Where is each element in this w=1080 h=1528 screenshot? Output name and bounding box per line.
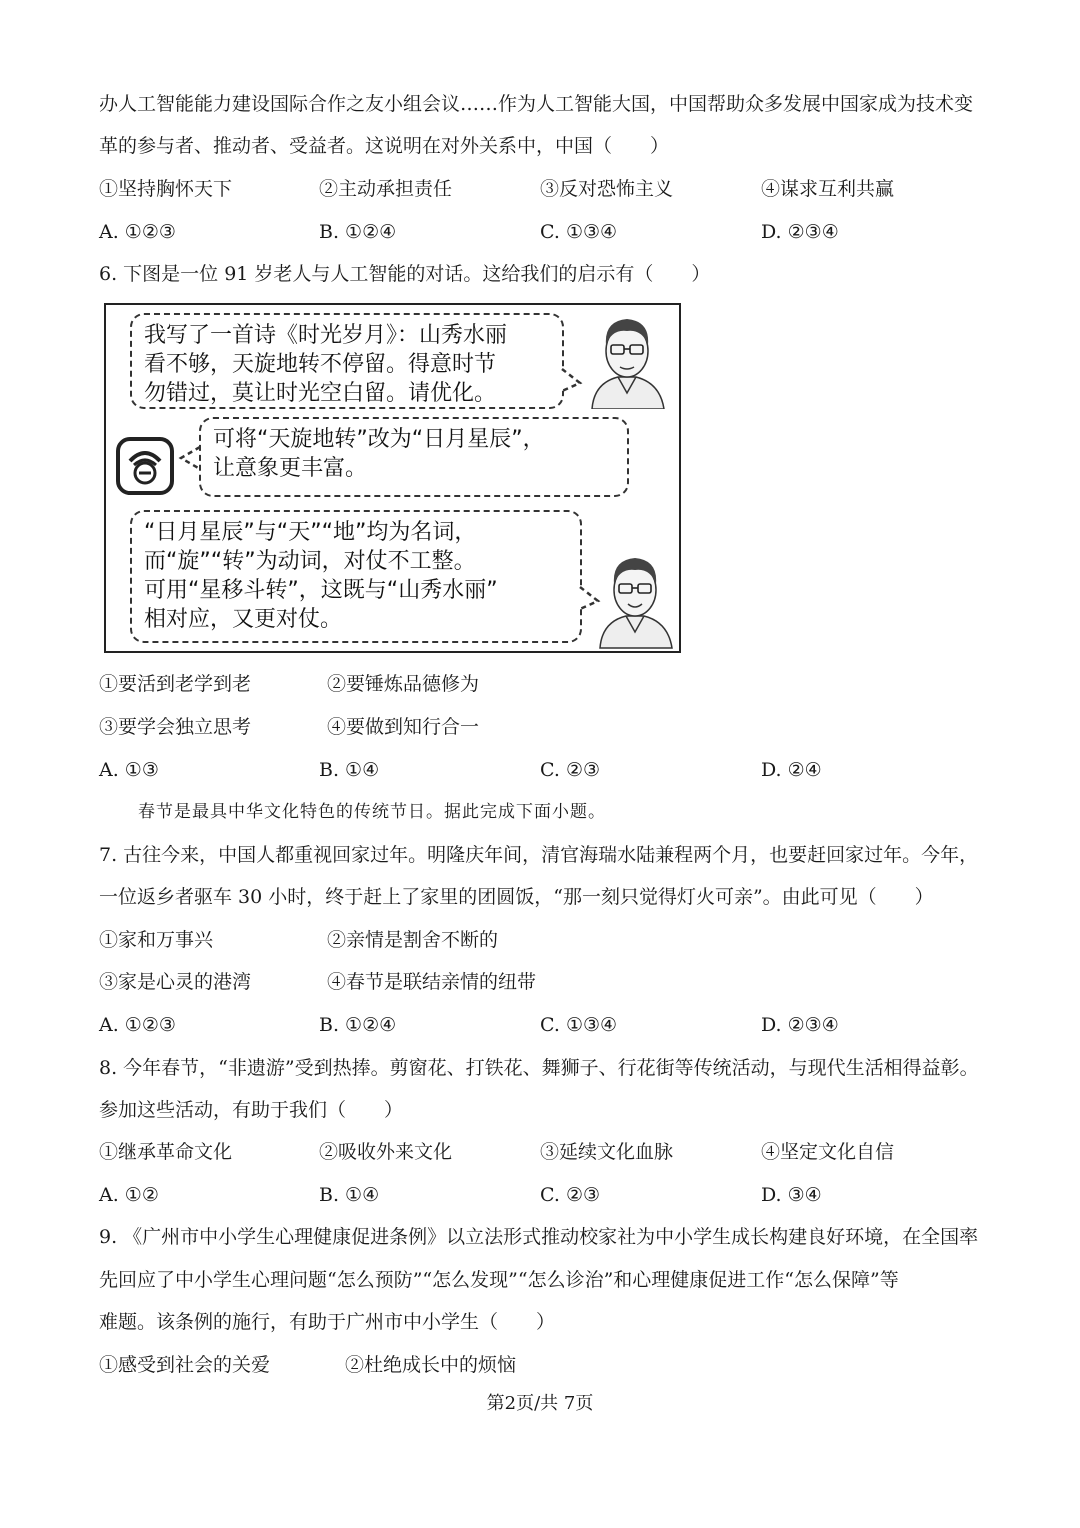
bubble3-line2: 而“旋”“转”为动词，对仗不工整。 [144, 549, 476, 574]
q9-stem-line2: 先回应了中小学生心理问题“怎么预防”“怎么发现”“怎么诊治”和心理健康促进工作“怎么保障”等 [99, 1269, 899, 1291]
q8-items [99, 1140, 979, 1164]
comic-bubble-elder-2 [130, 510, 582, 643]
q7-items-row1 [99, 928, 799, 952]
q5-item-4: ④谋求互利共赢 [761, 178, 895, 200]
q8-item-3: ③延续文化血脉 [540, 1141, 674, 1163]
q9-stem-line3: 难题。该条例的施行，有助于广州市中小学生（ ） [99, 1311, 556, 1333]
bubble3-line4: 相对应，又更对仗。 [144, 607, 343, 632]
q8-item-4: ④坚定文化自信 [761, 1141, 895, 1163]
q6-choice-c[interactable]: C. ②③ [540, 759, 601, 781]
q8-stem-line2: 参加这些活动，有助于我们（ ） [99, 1099, 404, 1121]
q9-stem-line1: 9. 《广州市中小学生心理健康促进条例》以立法形式推动校家社为中小学生成长构建良好环境，在全国率 [99, 1226, 979, 1248]
q5-stem-line1: 办人工智能能力建设国际合作之友小组会议……作为人工智能大国，中国帮助众多发展中国家成为技术变 [99, 93, 974, 115]
bubble1-line1: 我写了一首诗《时光岁月》：山秀水丽 [144, 323, 508, 348]
bubble1-tail [558, 367, 584, 393]
q9-item-1: ①感受到社会的关爱 [99, 1354, 271, 1376]
ai-robot-icon [114, 435, 176, 497]
q8-choices [99, 1183, 979, 1207]
q6-item-2: ②要锤炼品德修为 [327, 673, 480, 695]
q6-items-row2 [99, 715, 799, 739]
q8-choice-d[interactable]: D. ③④ [761, 1184, 822, 1206]
q5-item-1: ①坚持胸怀天下 [99, 178, 233, 200]
q7-stem-line1: 7. 古往今来，中国人都重视回家过年。明隆庆年间，清官海瑞水陆兼程两个月，也要赶回家过年。今年， [99, 844, 979, 866]
q8-item-1: ①继承革命文化 [99, 1141, 233, 1163]
q6-items-row1 [99, 672, 799, 696]
q8-item-2: ②吸收外来文化 [319, 1141, 453, 1163]
q9-items-row1 [99, 1353, 799, 1377]
bubble1-line2: 看不够，天旋地转不停留。得意时节 [144, 352, 497, 377]
q5-item-3: ③反对恐怖主义 [540, 178, 674, 200]
comic-bubble-elder-1 [130, 313, 564, 409]
q7-choice-c[interactable]: C. ①③④ [540, 1014, 618, 1036]
section-intro: 春节是最具中华文化特色的传统节日。据此完成下面小题。 [138, 802, 606, 822]
q6-comic-figure [104, 303, 681, 653]
q5-item-2: ②主动承担责任 [319, 178, 453, 200]
q6-choice-d[interactable]: D. ②④ [761, 759, 822, 781]
q7-choice-d[interactable]: D. ②③④ [761, 1014, 839, 1036]
q6-choice-b[interactable]: B. ①④ [319, 759, 380, 781]
q7-stem-line2: 一位返乡者驱车 30 小时，终于赶上了家里的团圆饭，“那一刻只觉得灯火可亲”。由此可见（ ） [99, 886, 934, 908]
q5-choice-c[interactable]: C. ①③④ [540, 221, 618, 243]
q8-choice-c[interactable]: C. ②③ [540, 1184, 601, 1206]
elderly-man-portrait-icon-2 [592, 545, 678, 649]
bubble2-line2: 让意象更丰富。 [213, 456, 368, 481]
bubble1-line3: 勿错过，莫让时光空白留。请优化。 [144, 381, 497, 406]
q9-item-2: ②杜绝成长中的烦恼 [345, 1354, 517, 1376]
q5-choice-b[interactable]: B. ①②④ [319, 221, 397, 243]
q7-choice-a[interactable]: A. ①②③ [99, 1014, 176, 1036]
q5-stem-line2: 革的参与者、推动者、受益者。这说明在对外关系中，中国（ ） [99, 135, 670, 157]
q7-items-row2 [99, 970, 799, 994]
page-number-footer: 第2页/共 7页 [486, 1393, 594, 1414]
q7-item-2: ②亲情是割舍不断的 [327, 929, 499, 951]
q7-choice-b[interactable]: B. ①②④ [319, 1014, 397, 1036]
q5-items [99, 177, 979, 201]
q8-stem-line1: 8. 今年春节，“非遗游”受到热捧。剪窗花、打铁花、舞狮子、行花街等传统活动，与现代生活相得益彰。 [99, 1057, 979, 1079]
q7-item-4: ④春节是联结亲情的纽带 [327, 971, 537, 993]
q7-item-3: ③家是心灵的港湾 [99, 971, 252, 993]
bubble3-line3: 可用“星移斗转”，这既与“山秀水丽” [144, 578, 498, 603]
q5-choice-a[interactable]: A. ①②③ [99, 221, 176, 243]
q6-item-1: ①要活到老学到老 [99, 673, 252, 695]
q7-choices [99, 1013, 979, 1037]
q6-choice-a[interactable]: A. ①③ [99, 759, 159, 781]
q6-item-3: ③要学会独立思考 [99, 716, 252, 738]
q7-item-1: ①家和万事兴 [99, 929, 214, 951]
q6-stem: 6. 下图是一位 91 岁老人与人工智能的对话。这给我们的启示有（ ） [99, 263, 711, 285]
q5-choice-d[interactable]: D. ②③④ [761, 221, 839, 243]
q6-choices [99, 758, 979, 782]
comic-bubble-ai [199, 417, 629, 497]
q6-item-4: ④要做到知行合一 [327, 716, 480, 738]
q8-choice-a[interactable]: A. ①② [99, 1184, 159, 1206]
elderly-man-portrait-icon [584, 307, 670, 409]
q8-choice-b[interactable]: B. ①④ [319, 1184, 380, 1206]
q5-choices [99, 220, 979, 244]
bubble2-line1: 可将“天旋地转”改为“日月星辰”， [213, 427, 545, 452]
bubble3-line1: “日月星辰”与“天”“地”均为名词， [144, 520, 477, 545]
